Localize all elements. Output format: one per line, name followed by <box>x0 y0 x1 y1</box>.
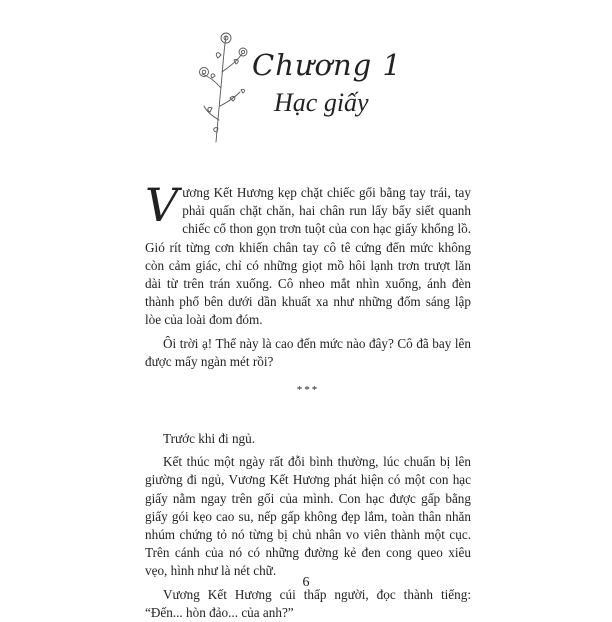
paragraph-4: Kết thúc một ngày rất đỗi bình thường, lúc chuẩn bị lên giường đi ngủ, Vương Kết Hương phát hiện có một con hạc giấy nằm ngay trên gối của mình. Con hạc được gấp bằng giấy gói kẹo cao su, nếp gấp không đẹp lắm, toàn thân nhăn nhúm chứng tỏ nó từng bị chủ nhân vo viên thành một cục. Trên cánh của nó có những đường kẻ đen cong queo xiêu vẹo, hình như là nét chữ. <box>145 454 471 579</box>
section-gap <box>145 399 471 425</box>
floral-branch-icon <box>196 28 252 146</box>
paragraph-1 <box>145 178 471 330</box>
chapter-number: Chương 1 <box>252 48 402 82</box>
paragraph-5: Vương Kết Hương cúi thấp người, đọc thành tiếng: “Đến... hòn đảo... của anh?” <box>145 586 471 620</box>
chapter-body <box>145 178 471 622</box>
section-separator: *** <box>296 384 320 397</box>
drop-cap: V <box>145 178 179 232</box>
paragraph-1-text: ương Kết Hương kẹp chặt chiếc gối bằng tay trái, tay phải quấn chặt chăn, hai chân run lẩy bẩy siết quanh chiếc cổ thon gọn trơn tuột của con hạc giấy khổng lồ. Gió rít từng cơn khiến chân tay cô tê cứng đến mức không còn cảm giác, chỉ có những giọt mồ hôi lạnh trơn trượt lăn dài từ trên trán xuống. Cô nheo mắt nhìn xuống, ánh đèn thành phố bên dưới dần khuất xa như những đốm sáng lập lòe của loài đom đóm. <box>145 185 471 328</box>
page-number: 6 <box>302 575 310 590</box>
paragraph-2: Ôi trời ạ! Thế này là cao đến mức nào đây? Cô đã bay lên được mấy ngàn mét rồi? <box>145 335 471 369</box>
chapter-title: Hạc giấy <box>274 88 369 117</box>
paragraph-3: Trước khi đi ngủ. <box>163 431 256 447</box>
